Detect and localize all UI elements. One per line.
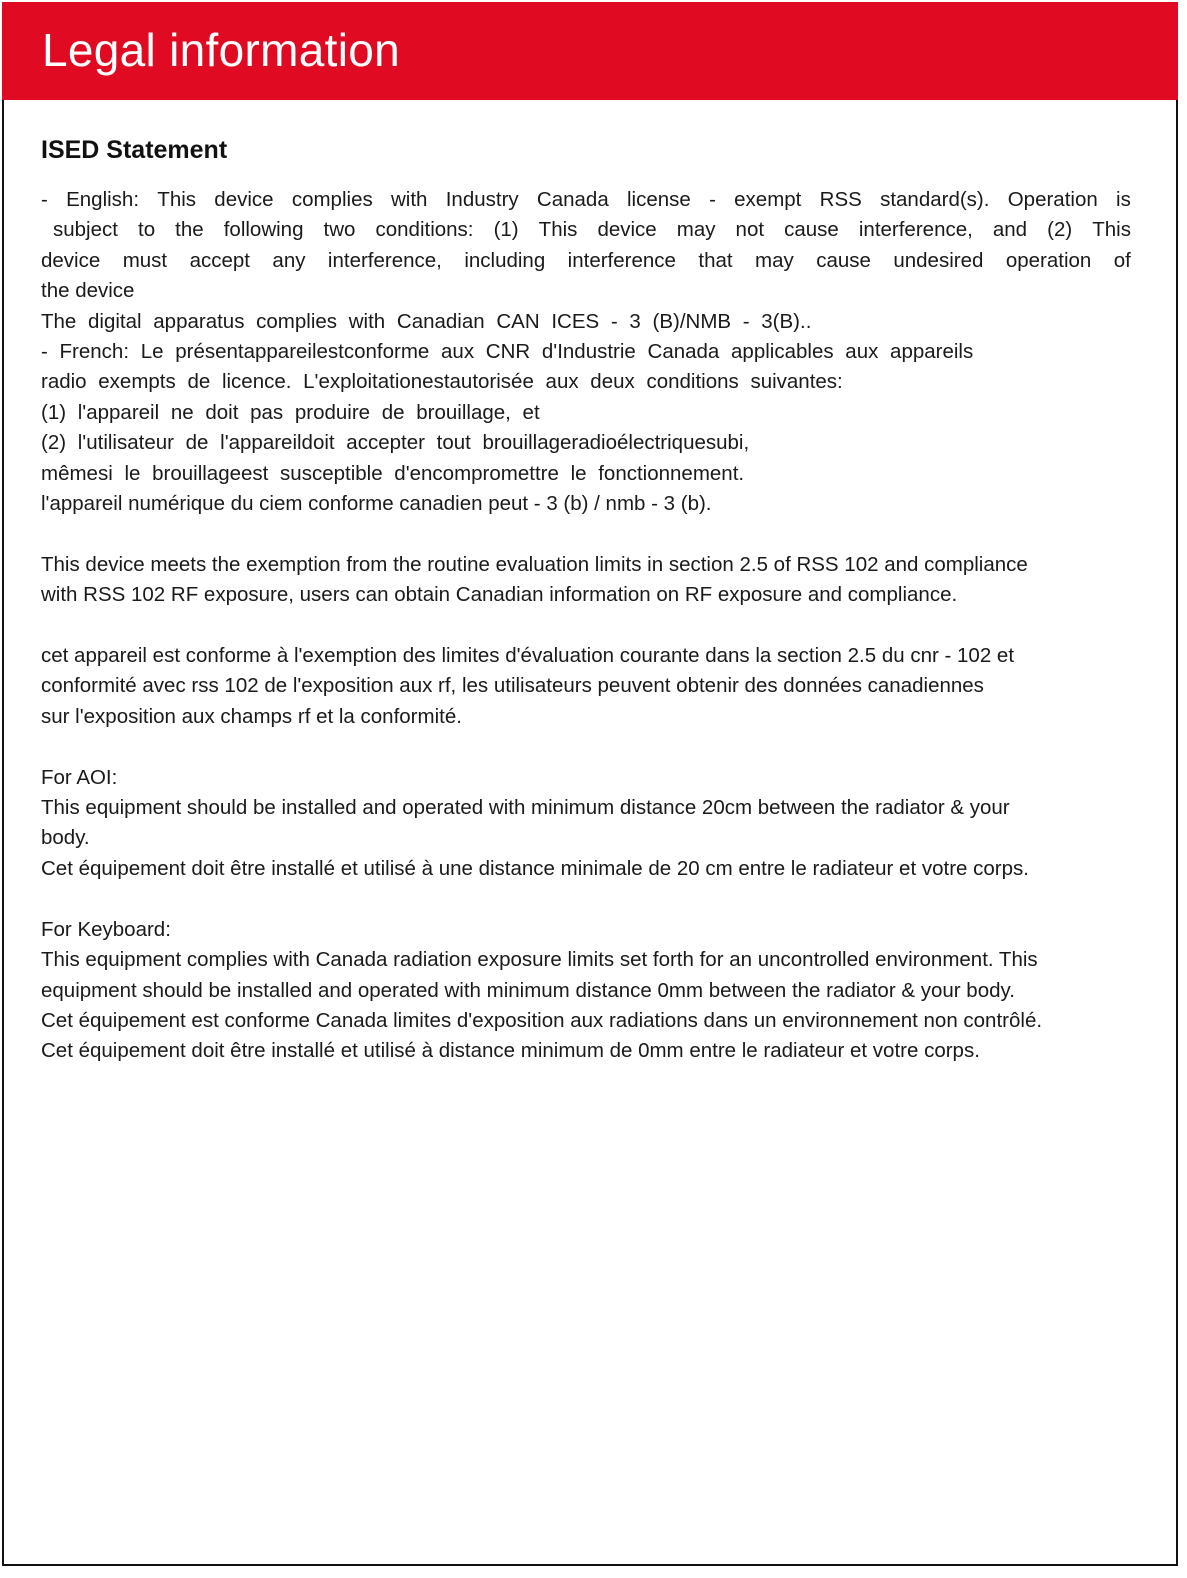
aoi-label: For AOI: [41,765,118,789]
rf-exposure-english-block [41,550,1131,611]
paragraph-line: - English: This device complies with Industry Canada license - exempt RSS standard(s). Operation is [41,188,1131,211]
page-title: Legal information [42,24,400,76]
paragraph-line: Cet équipement doit être installé et utilisé à une distance minimale de 20 cm entre le radiateur et votre corps. [41,856,1029,880]
paragraph-line: cet appareil est conforme à l'exemption des limites d'évaluation courante dans la section 2.5 du cnr - 102 et [41,644,1015,668]
paragraph-line: This device meets the exemption from the routine evaluation limits in section 2.5 of RSS 102 and compliance [41,552,1028,576]
paragraph-line: This equipment complies with Canada radiation exposure limits set forth for an uncontrolled environment. This [41,948,1038,972]
ised-statement-heading: ISED Statement [41,136,228,164]
document-body [41,134,1131,1067]
paragraph-line: (1) l'appareil ne doit pas produire de brouillage, et [41,400,540,424]
paragraph-line: device must accept any interference, including interference that may cause undesired operation of [41,248,1131,272]
paragraph-line: radio exempts de licence. L'exploitationestautorisée aux deux conditions suivantes: [41,370,843,394]
paragraph-line: l'appareil numérique du ciem conforme canadien peut - 3 (b) / nmb - 3 (b). [41,492,712,516]
paragraph-line: (2) l'utilisateur de l'appareildoit accepter tout brouillageradioélectriquesubi, [41,431,750,455]
paragraph-line: Cet équipement est conforme Canada limites d'exposition aux radiations dans un environnement non contrôlé. [41,1008,1043,1032]
paragraph-line: sur l'exposition aux champs rf et la conformité. [41,704,462,728]
ised-english-block [41,185,1131,337]
paragraph-line: body. [41,826,90,850]
paragraph-line: This equipment should be installed and operated with minimum distance 20cm between the radiator & your [41,796,1010,820]
paragraph-line: subject to the following two conditions: (1) This device may not cause interference, and (2) This [53,218,1131,242]
ised-french-block [41,337,1131,519]
paragraph-line: the device [41,279,135,303]
aoi-block [41,763,1131,885]
rf-exposure-french-block [41,641,1131,732]
header-bar [2,2,1178,100]
paragraph-line: equipment should be installed and operated with minimum distance 0mm between the radiator & your body. [41,978,1015,1002]
paragraph-line: Cet équipement doit être installé et utilisé à distance minimum de 0mm entre le radiateur et votre corps. [41,1039,980,1063]
paragraph-line: The digital apparatus complies with Canadian CAN ICES - 3 (B)/NMB - 3(B).. [41,309,812,333]
keyboard-label: For Keyboard: [41,917,171,941]
paragraph-line: with RSS 102 RF exposure, users can obtain Canadian information on RF exposure and compliance. [41,583,958,607]
paragraph-line: conformité avec rss 102 de l'exposition aux rf, les utilisateurs peuvent obtenir des données canadiennes [41,674,984,698]
paragraph-line: - French: Le présentappareilestconforme aux CNR d'Industrie Canada applicables aux appareils [41,340,974,364]
keyboard-block [41,915,1131,1067]
paragraph-line: mêmesi le brouillageest susceptible d'encompromettre le fonctionnement. [41,461,745,485]
